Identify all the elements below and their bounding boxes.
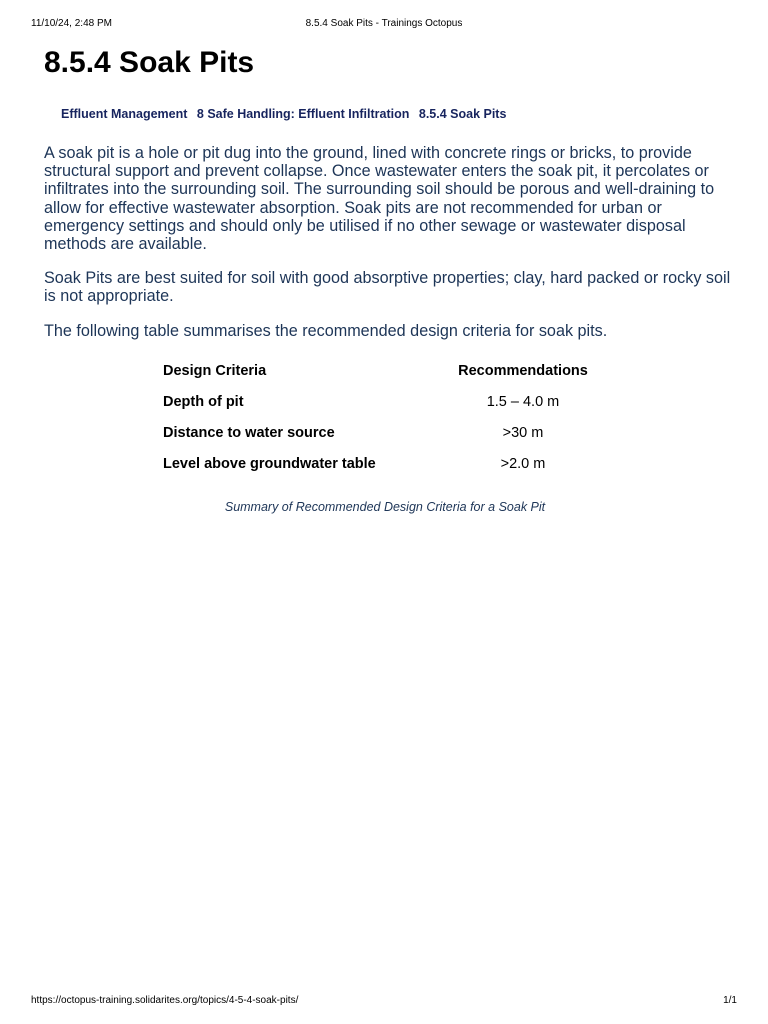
table-header-design-criteria: Design Criteria <box>163 362 267 379</box>
table-cell-recommendation: 1.5 – 4.0 m <box>486 393 560 410</box>
table-caption: Summary of Recommended Design Criteria for a Soak Pit <box>224 500 546 514</box>
breadcrumb-item-soak-pits[interactable]: 8.5.4 Soak Pits <box>418 107 507 121</box>
print-footer-url: https://octopus-training.solidarites.org/topics/4-5-4-soak-pits/ <box>31 995 299 1006</box>
print-footer-page-number: 1/1 <box>723 995 737 1006</box>
table-row <box>159 448 609 479</box>
breadcrumb <box>61 107 512 121</box>
paragraph-soil: Soak Pits are best suited for soil with good absorptive properties; clay, hard packed or rocky soil is not appropriate. <box>44 269 731 306</box>
table-header-row <box>159 355 609 386</box>
breadcrumb-item-safe-handling[interactable]: 8 Safe Handling: Effluent Infiltration <box>196 107 410 121</box>
table-row <box>159 386 609 417</box>
table-header-recommendations: Recommendations <box>458 362 588 379</box>
paragraph-intro: A soak pit is a hole or pit dug into the ground, lined with concrete rings or bricks, to provide structural support and prevent collapse. Once wastewater enters the soak pit, it percolates or infiltrates into the surrounding soil. The surrounding soil should be porous and well-draining to allow for effective wastewater absorption. Soak pits are not recommended for urban or emergency settings and should only be utilised if no other sewage or wastewater disposal methods are available. <box>44 144 715 254</box>
table-cell-recommendation: >2.0 m <box>500 455 546 472</box>
print-header-title: 8.5.4 Soak Pits - Trainings Octopus <box>305 18 463 29</box>
table-cell-criteria: Depth of pit <box>163 393 244 410</box>
table-row <box>159 417 609 448</box>
breadcrumb-item-effluent-management[interactable]: Effluent Management <box>61 107 188 121</box>
table-cell-criteria: Distance to water source <box>163 424 335 441</box>
table-cell-criteria: Level above groundwater table <box>163 455 376 472</box>
article-body <box>44 144 734 356</box>
page-title: 8.5.4 Soak Pits <box>44 46 255 79</box>
print-header-datetime: 11/10/24, 2:48 PM <box>31 18 112 29</box>
paragraph-table-intro: The following table summarises the recommended design criteria for soak pits. <box>44 321 608 340</box>
design-criteria-table <box>159 355 609 479</box>
table-cell-recommendation: >30 m <box>502 424 544 441</box>
